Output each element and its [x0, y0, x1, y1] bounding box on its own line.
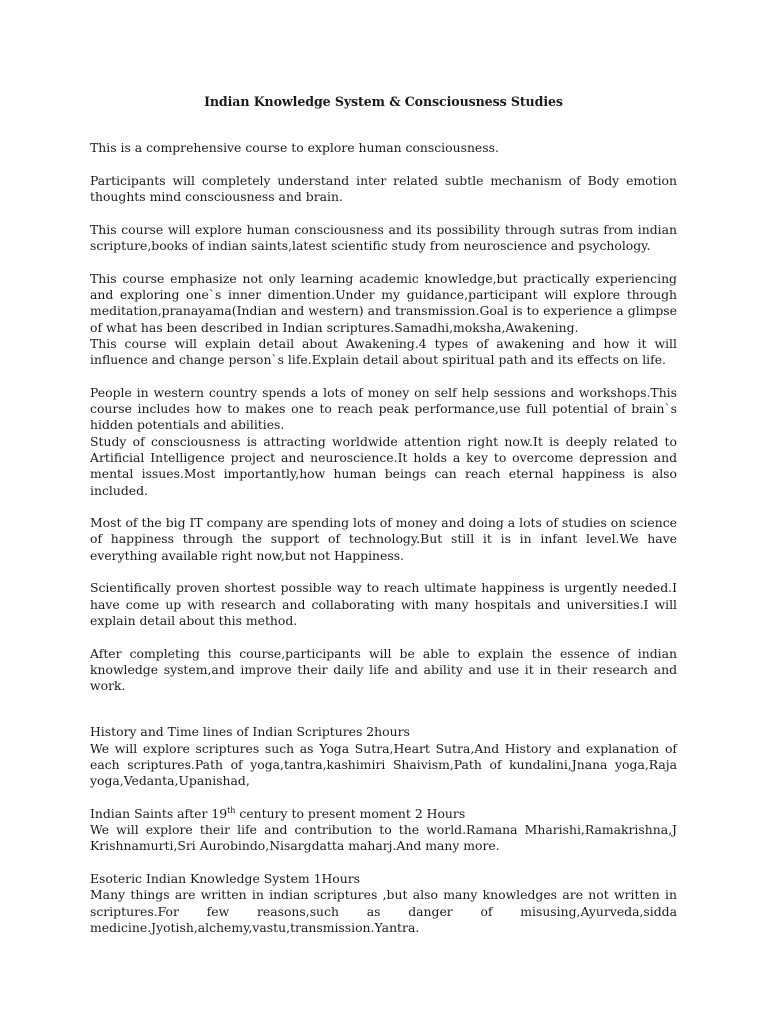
paragraph-western-country: People in western country spends a lots of money on self help sessions and workshops.This course includes how to makes one to reach peak performance,use full potential of brain`s hidden potentials and abilities. — [90, 384, 677, 433]
paragraph-it-company: Most of the big IT company are spending lots of money and doing a lots of studies on science of happiness through the support of technology.But still it is in infant level.We have everything available right now,but not Happiness. — [90, 515, 677, 563]
paragraph-consciousness-study: Study of consciousness is attracting worldwide attention right now.It is deeply related to Artificial Intelligence project and neuroscience.It holds a key to overcome depression and mental issues.Most importantly,how human beings can reach eternal happiness is also included. — [90, 433, 677, 498]
saints-heading-pre: Indian Saints after 19 — [90, 805, 228, 821]
paragraph-scientifically-proven: Scientifically proven shortest possible way to reach ultimate happiness is urgently needed.I have come up with research and collaborating with many hospitals and universities.I will explain detail about this method. — [90, 580, 677, 628]
saints-heading-post: century to present moment 2 Hours — [235, 805, 466, 821]
paragraph-participants: Participants will completely understand inter related subtle mechanism of Body emotion thoughts mind consciousness and brain. — [90, 172, 677, 205]
section-body-saints: We will explore their life and contribution to the world.Ramana Mharishi,Ramakrishna,J Krishnamurti,Sri Aurobindo,Nisargdatta maharj.And many more. — [90, 822, 677, 854]
section-body-history: We will explore scriptures such as Yoga Sutra,Heart Sutra,And History and explanation of each scriptures.Path of yoga,tantra,kashimiri Shaivism,Path of kundalini,Jnana yoga,Raja yoga,Vedanta,Upanishad, — [90, 740, 677, 789]
document-page — [90, 94, 677, 936]
section-heading-saints — [90, 806, 677, 822]
section-heading-esoteric: Esoteric Indian Knowledge System 1Hours — [90, 871, 361, 887]
paragraph-after-completing: After completing this course,participants will be able to explain the essence of indian knowledge system,and improve their daily life and ability and use it in their research and work. — [90, 645, 677, 694]
paragraph-course-explore: This course will explore human consciousness and its possibility through sutras from indian scripture,books of indian saints,latest scientific study from neuroscience and psychology. — [90, 221, 677, 254]
section-body-esoteric: Many things are written in indian scriptures ,but also many knowledges are not written in scriptures.For few reasons,such as danger of misusing,Ayurveda,sidda medicine.Jyotish,alchemy,vastu,transmission.Yantra. — [90, 887, 677, 935]
section-heading-history: History and Time lines of Indian Scriptures 2hours — [90, 724, 410, 740]
saints-heading-sup: th — [227, 805, 236, 815]
paragraph-awakening: This course will explain detail about Awakening.4 types of awakening and how it will influence and change person`s life.Explain detail about spiritual path and its effects on life. — [90, 335, 677, 368]
paragraph-intro: This is a comprehensive course to explore human consciousness. — [90, 140, 499, 156]
document-title: Indian Knowledge System & Consciousness Studies — [204, 94, 563, 109]
paragraph-course-emphasize: This course emphasize not only learning academic knowledge,but practically experiencing and exploring one`s inner dimention.Under my guidance,participant will explore through meditation,pranayama(Indian and western) and transmission.Goal is to experience a glimpse of what has been described in Indian scriptures.Samadhi,moksha,Awakening. — [90, 270, 677, 335]
